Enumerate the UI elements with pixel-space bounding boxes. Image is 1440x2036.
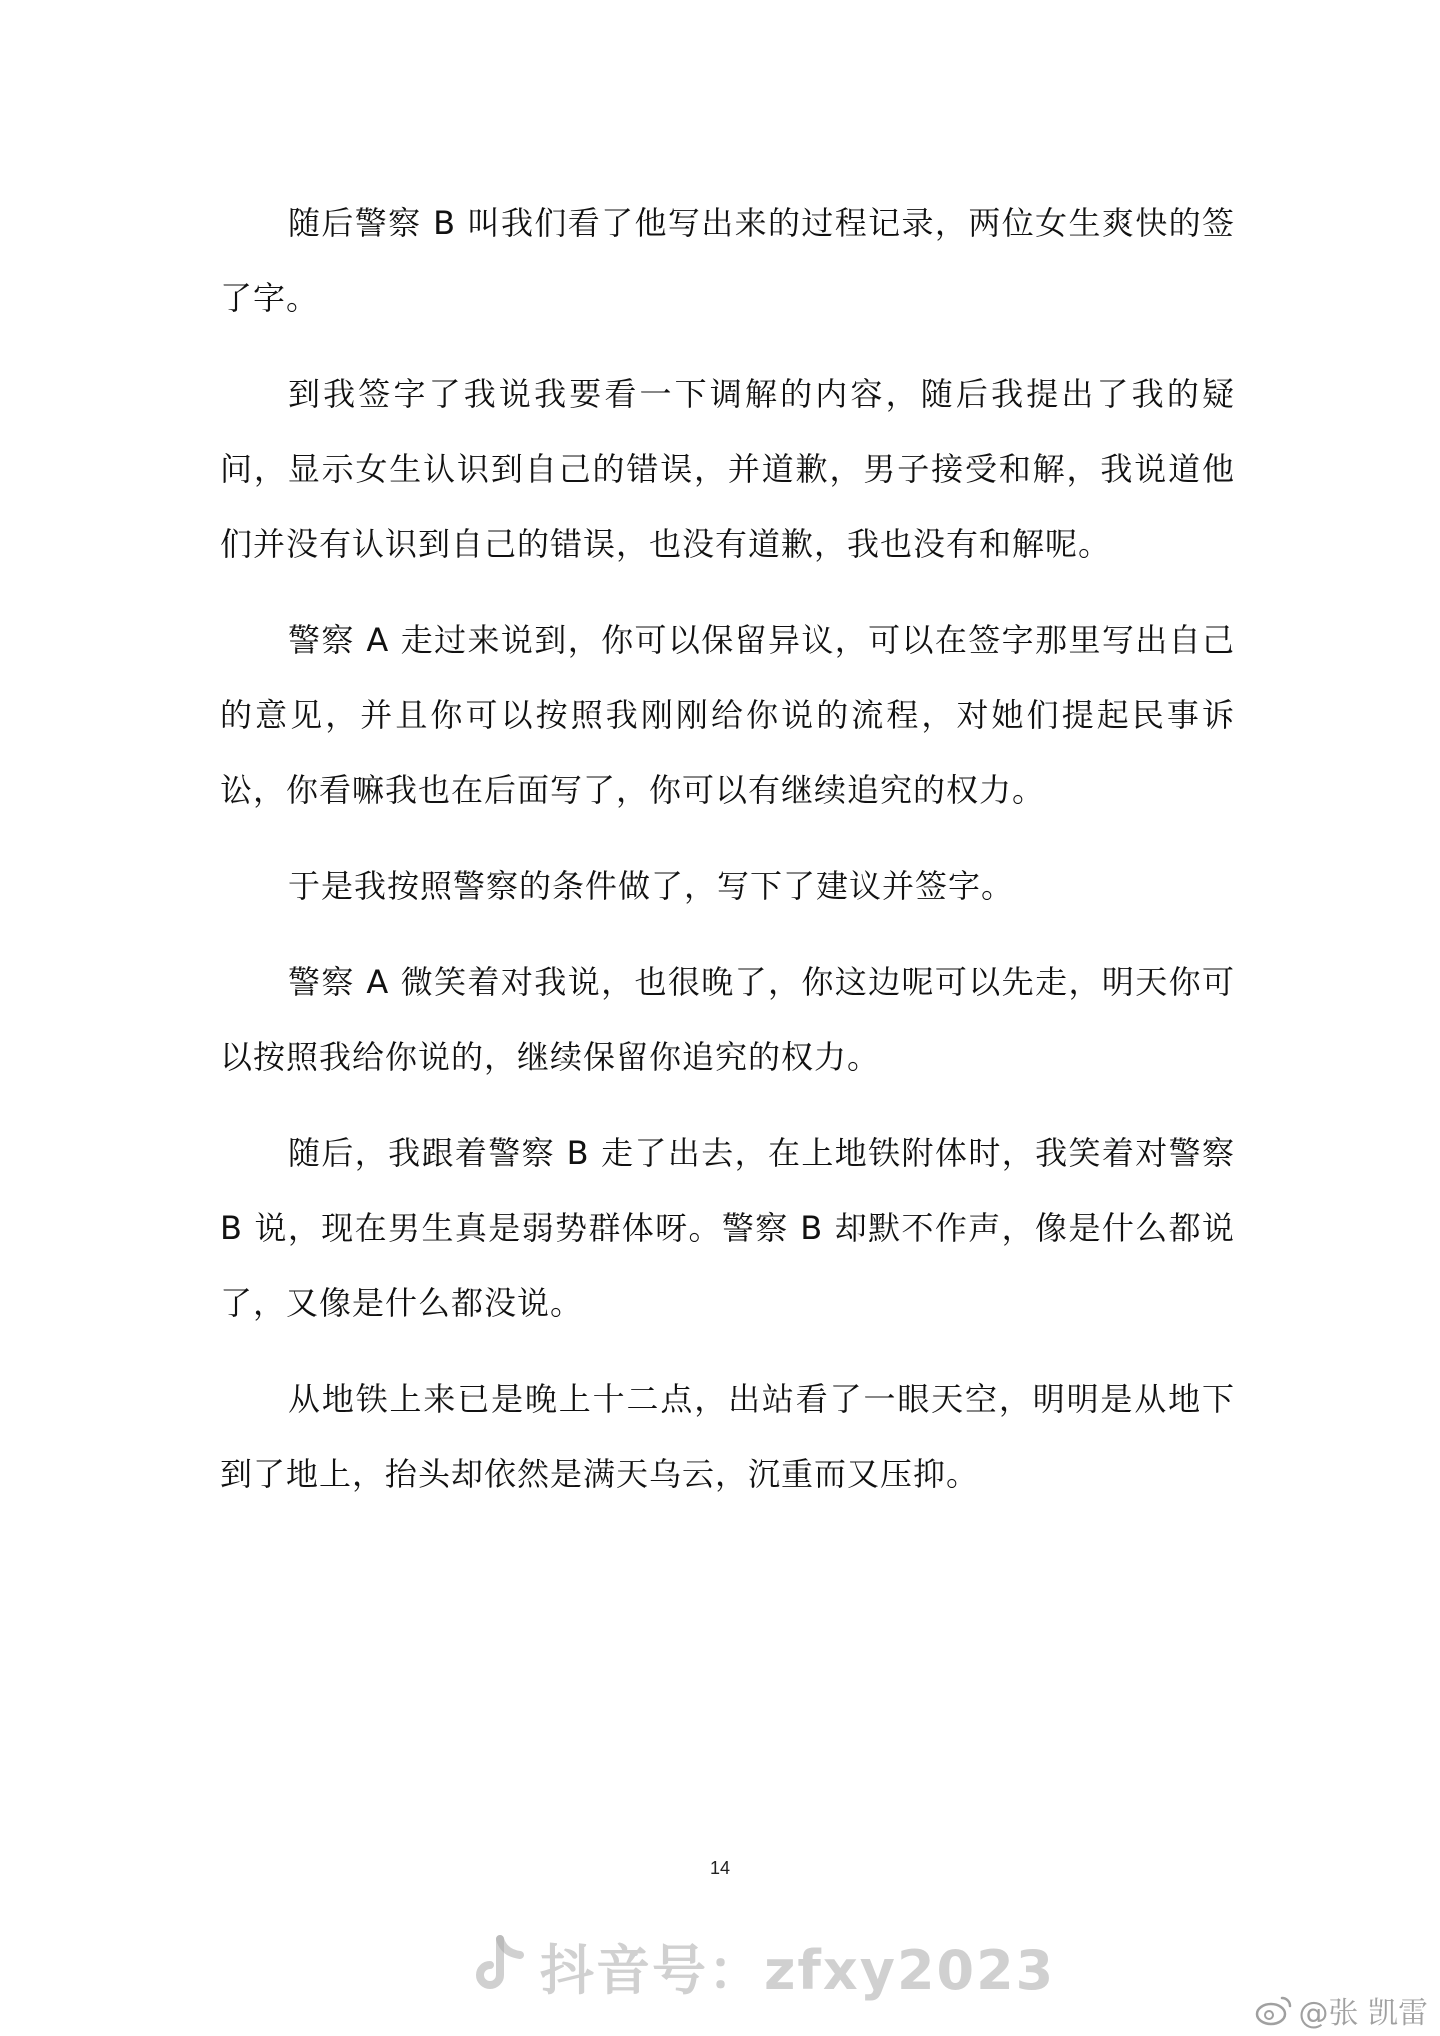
- weibo-watermark-text: @张 凯雷: [1298, 1996, 1428, 2031]
- paragraph-1: 随后警察 B 叫我们看了他写出来的过程记录，两位女生爽快的签了字。: [220, 204, 1235, 317]
- paragraph-5: 警察 A 微笑着对我说，也很晚了，你这边呢可以先走，明天你可以按照我给你说的，继续保留你追究的权力。: [220, 963, 1235, 1076]
- weibo-logo-icon: [1254, 1994, 1294, 2026]
- douyin-watermark: [470, 1928, 1055, 2005]
- paragraph-3: 警察 A 走过来说到，你可以保留异议，可以在签字那里写出自己的意见，并且你可以按照我刚刚给你说的流程，对她们提起民事诉讼，你看嘛我也在后面写了，你可以有继续追究的权力。: [220, 621, 1235, 809]
- paragraph-4: 于是我按照警察的条件做了，写下了建议并签字。: [288, 867, 1015, 905]
- douyin-watermark-text: 抖音号：zfxy2023: [540, 1939, 1056, 2002]
- paragraph-6: 随后，我跟着警察 B 走了出去，在上地铁附体时，我笑着对警察 B 说，现在男生真是弱势群体呀。警察 B 却默不作声，像是什么都说了，又像是什么都没说。: [220, 1134, 1235, 1322]
- douyin-logo-icon: [470, 1935, 530, 1999]
- paragraph-2: 到我签字了我说我要看一下调解的内容，随后我提出了我的疑问，显示女生认识到自己的错误，并道歉，男子接受和解，我说道他们并没有认识到自己的错误，也没有道歉，我也没有和解呢。: [220, 375, 1235, 563]
- paragraph-7: 从地铁上来已是晚上十二点，出站看了一眼天空，明明是从地下到了地上，抬头却依然是满天乌云，沉重而又压抑。: [220, 1380, 1235, 1493]
- page-number: 14: [709, 1858, 731, 1878]
- document-body: [220, 186, 1235, 1533]
- weibo-watermark: [1254, 1988, 1428, 2032]
